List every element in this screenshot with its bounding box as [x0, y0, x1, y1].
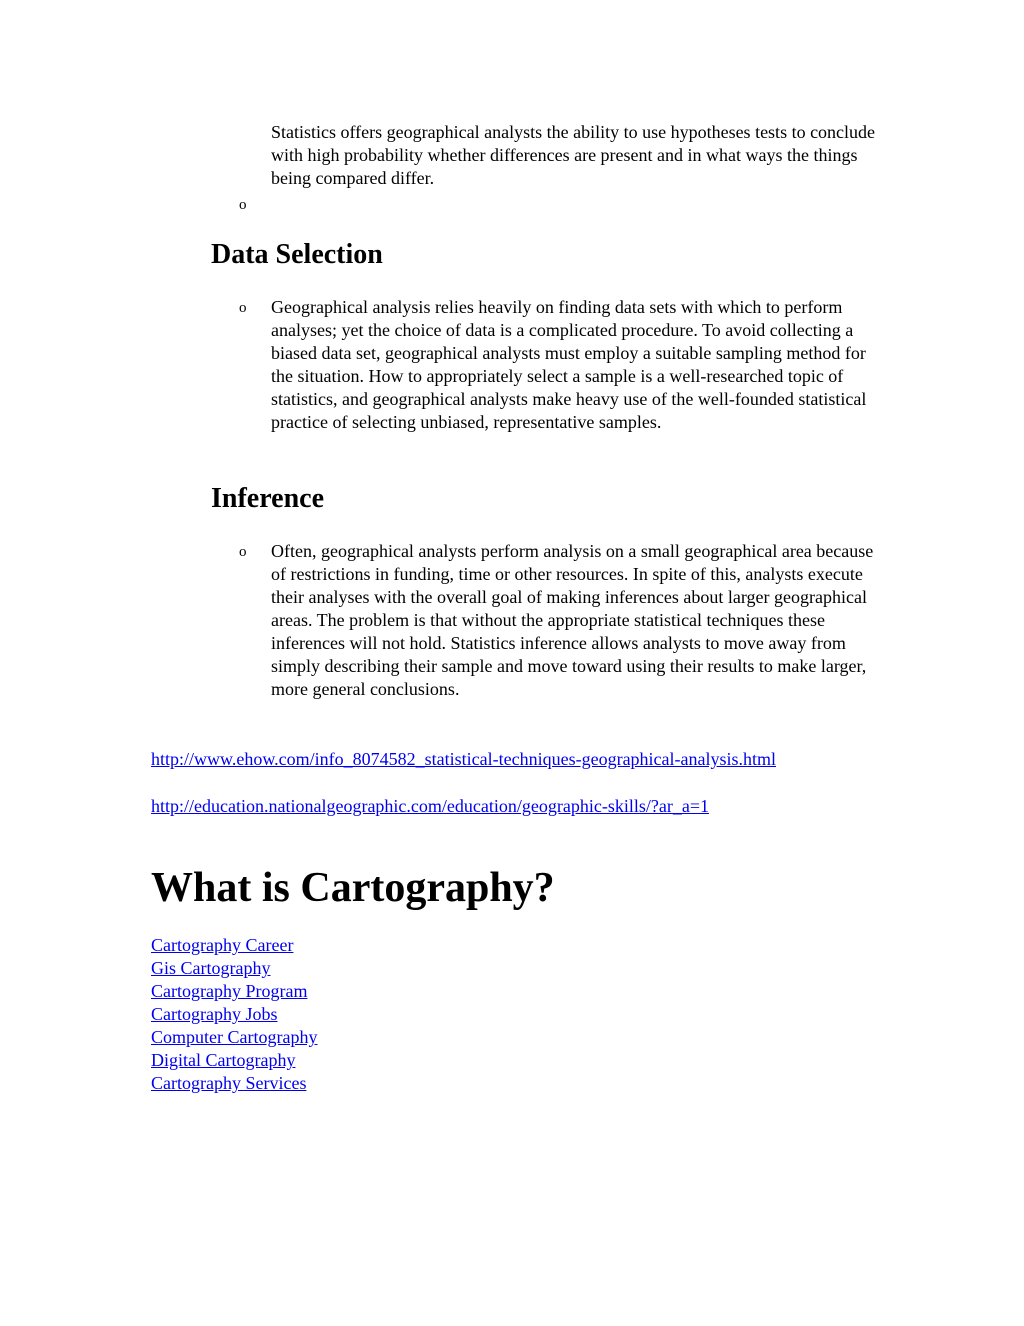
list-item — [151, 934, 317, 957]
list-item — [151, 1072, 317, 1095]
gis-cartography-link[interactable]: Gis Cartography — [151, 958, 271, 978]
empty-list-bullet: o — [239, 197, 247, 213]
cartography-link-list — [151, 934, 317, 1095]
inference-heading: Inference — [211, 483, 324, 514]
computer-cartography-link[interactable]: Computer Cartography — [151, 1027, 318, 1047]
cartography-program-link[interactable]: Cartography Program — [151, 981, 308, 1001]
list-item — [151, 957, 317, 980]
data-selection-heading: Data Selection — [211, 239, 383, 270]
natgeo-source-link[interactable]: http://education.nationalgeographic.com/education/geographic-skills/?ar_a=1 — [151, 796, 709, 816]
cartography-jobs-link[interactable]: Cartography Jobs — [151, 1004, 278, 1024]
list-item — [151, 1026, 317, 1049]
ehow-source-link[interactable]: http://www.ehow.com/info_8074582_statistical-techniques-geographical-analysis.html — [151, 749, 777, 769]
cartography-career-link[interactable]: Cartography Career — [151, 935, 294, 955]
inference-paragraph: Often, geographical analysts perform analysis on a small geographical area because of restrictions in funding, time or other resources. In spite of this, analysts execute their analyses with the overall goal of making inferences about larger geographical areas. The problem is that without the appropriate statistical techniques these inferences will not hold. Statistics inference allows analysts to move away from simply describing their sample and move toward using their results to make larger, more general conclusions. — [271, 541, 874, 699]
list-item — [151, 980, 317, 1003]
data-selection-bullet: o — [239, 300, 247, 316]
inference-bullet: o — [239, 544, 247, 560]
digital-cartography-link[interactable]: Digital Cartography — [151, 1050, 296, 1070]
list-item — [151, 1049, 317, 1072]
cartography-services-link[interactable]: Cartography Services — [151, 1073, 307, 1093]
cartography-heading: What is Cartography? — [151, 865, 555, 911]
list-item — [151, 1003, 317, 1026]
data-selection-paragraph: Geographical analysis relies heavily on finding data sets with which to perform analyses; yet the choice of data is a complicated procedure. To avoid collecting a biased data set, geographical analysts must employ a suitable sampling method for the situation. How to appropriately select a sample is a well-researched topic of statistics, and geographical analysts make heavy use of the well-founded statistical practice of selecting unbiased, representative samples. — [271, 297, 867, 432]
intro-paragraph: Statistics offers geographical analysts the ability to use hypotheses tests to conclude with high probability whether differences are present and in what ways the things being compared differ. — [271, 122, 876, 188]
